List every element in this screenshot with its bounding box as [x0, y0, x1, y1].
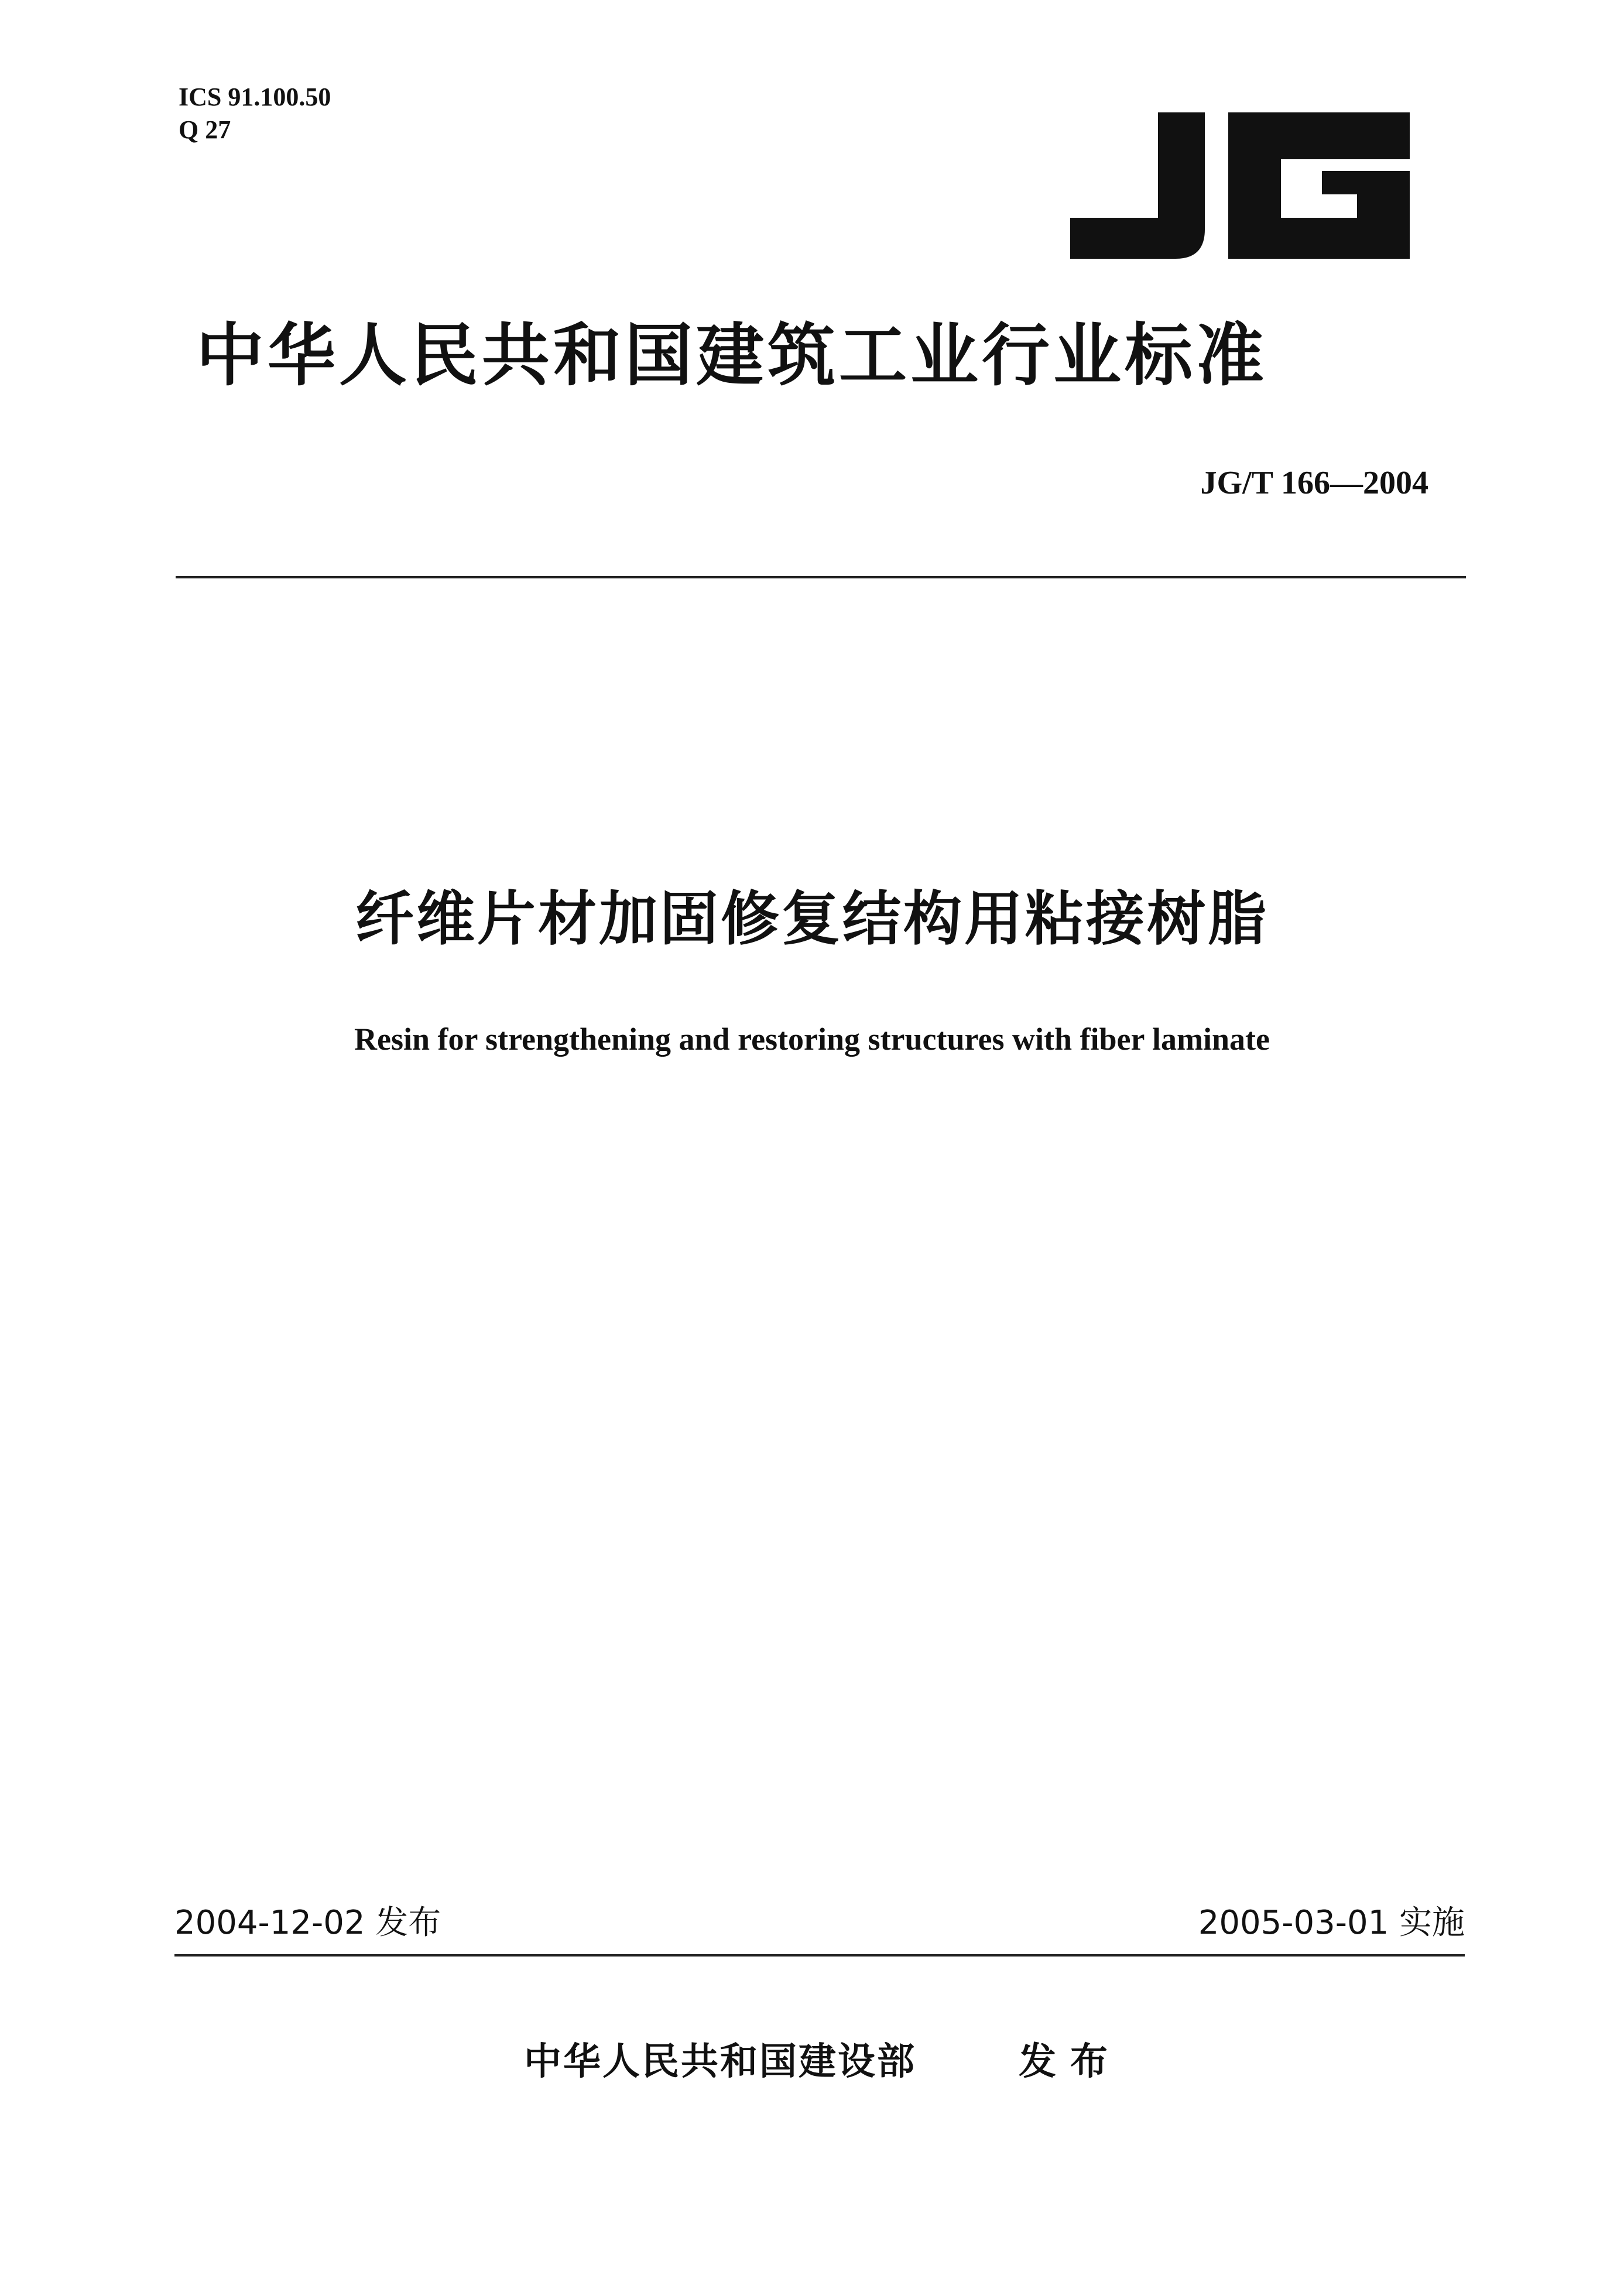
classification-codes	[179, 81, 331, 146]
organization-title: 中华人民共和国建筑工业行业标准	[196, 316, 1267, 395]
implementation-date: 2005-03-01 实施	[1198, 1904, 1465, 1942]
title-chinese: 纤维片材加固修复结构用粘接树脂	[355, 885, 1269, 953]
ics-code: ICS 91.100.50	[179, 83, 331, 111]
issue-date: 2004-12-02 发布	[174, 1904, 441, 1942]
bottom-divider	[174, 1954, 1465, 1957]
top-divider	[176, 576, 1466, 578]
publish-label: 发布	[1019, 2040, 1122, 2084]
standard-number: JG/T 166—2004	[1200, 465, 1428, 501]
title-english: Resin for strengthening and restoring structures with fiber laminate	[354, 1022, 1270, 1057]
jg-logo	[1070, 112, 1410, 259]
category-code: Q 27	[179, 115, 231, 144]
publisher: 中华人民共和国建设部	[524, 2040, 916, 2084]
